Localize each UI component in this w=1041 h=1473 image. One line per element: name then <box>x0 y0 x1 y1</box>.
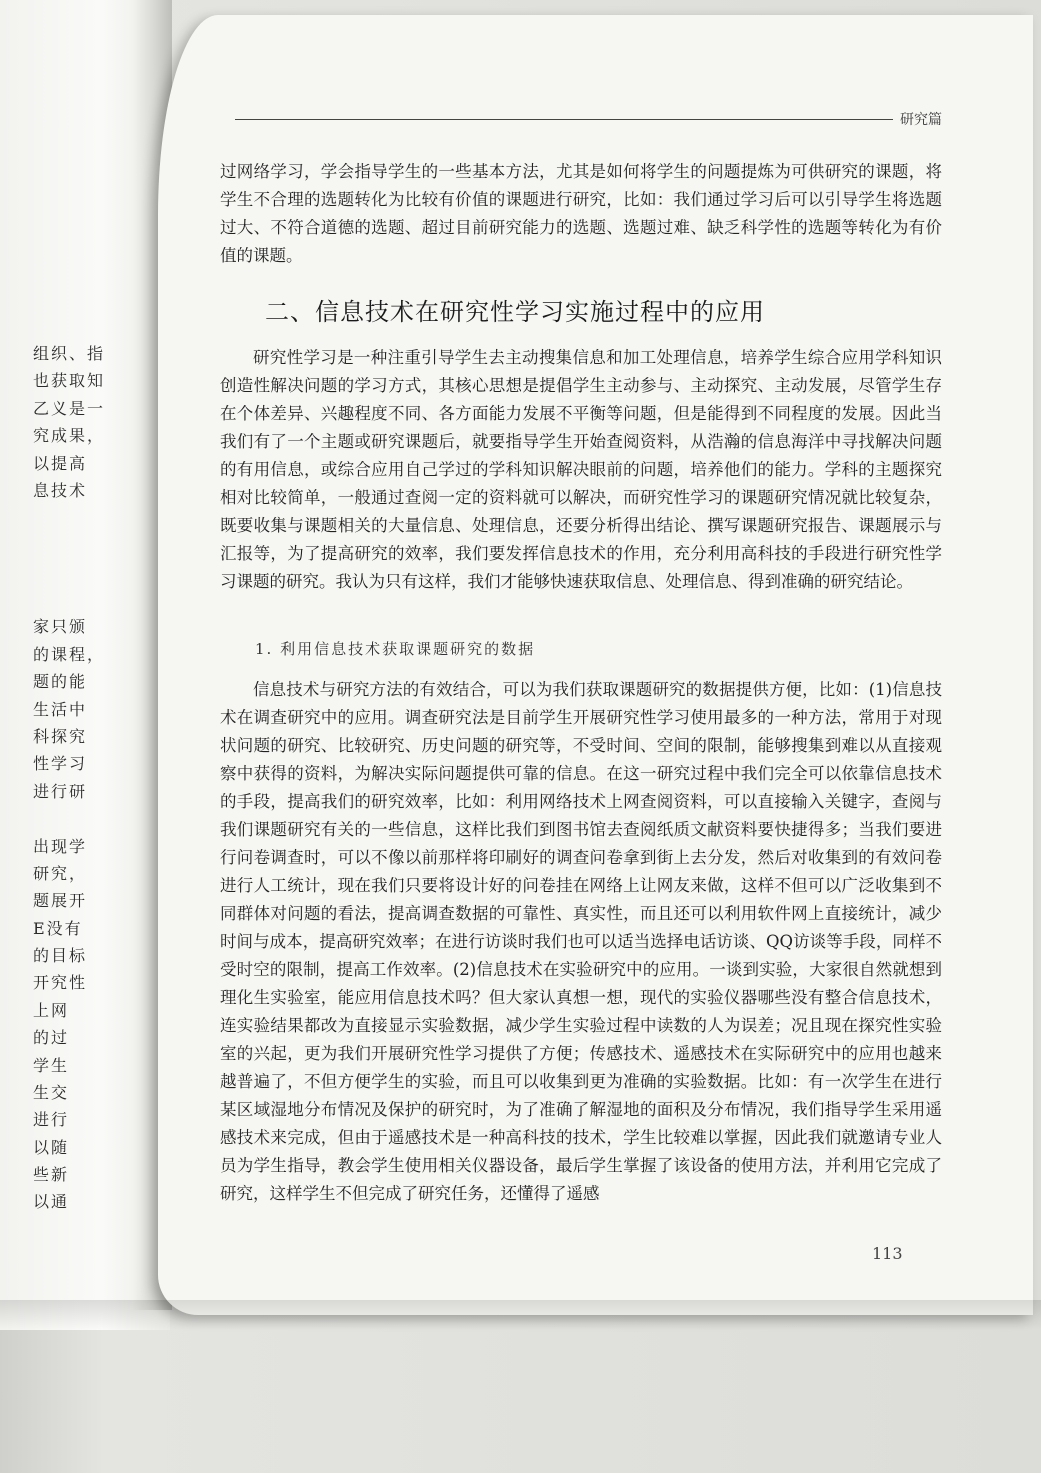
left-page-line: 研究， <box>33 864 88 883</box>
body-paragraph: 研究性学习是一种注重引导学生去主动搜集信息和加工处理信息，培养学生综合应用学科知识创造性解决问题的学习方式，其核心思想是提倡学生主动参与、主动探究、主动发展，尽管学生存在个体差异、兴趣程度不同、各方面能力发展不平衡等问题，但是能得到不同程度的发展。因此当我们有了一个主题或研究课题后，就要指导学生开始查阅资料，从浩瀚的信息海洋中寻找解决问题的有用信息，或综合应用自己学过的学科知识解决眼前的问题，培养他们的能力。学科的主题探究相对比较简单，一般通过查阅一定的资料就可以解决，而研究性学习的课题研究情况就比较复杂，既要收集与课题相关的大量信息、处理信息，还要分析得出结论、撰写课题研究报告、课题展示与汇报等，为了提高研究的效率，我们要发挥信息技术的作用，充分利用高科技的手段进行研究性学习课题的研究。我认为只有这样，我们才能够快速获取信息、处理信息、得到准确的研究结论。 <box>220 348 942 591</box>
left-page-line: 进行 <box>33 1110 70 1129</box>
left-page-line: 也获取知 <box>33 371 106 390</box>
left-page-line: 出现学 <box>33 837 88 856</box>
page-bottom-shadow <box>0 1300 1041 1330</box>
left-page-line: 的过 <box>33 1028 70 1047</box>
left-page-line: 题展开 <box>33 891 88 910</box>
body-paragraph: 信息技术与研究方法的有效结合，可以为我们获取课题研究的数据提供方便，比如：(1)信息技术在调查研究中的应用。调查研究法是目前学生开展研究性学习使用最多的一种方法，常用于对现状问题的研究、比较研究、历史问题的研究等，不受时间、空间的限制，能够搜集到难以从直接观察中获得的资料，为解决实际问题提供可靠的信息。在这一研究过程中我们完全可以依靠信息技术的手段，提高我们的研究效率，比如：利用网络技术上网查阅资料，可以直接输入关键字，查阅与我们课题研究有关的一些信息，这样比我们到图书馆去查阅纸质文献资料要快捷得多；当我们要进行问卷调查时，可以不像以前那样将印刷好的调查问卷拿到街上去分发，然后对收集到的有效问卷进行人工统计，现在我们只要将设计好的问卷挂在网络上让网友来做，这样不但可以广泛收集到不同群体对问题的看法，提高调查数据的可靠性、真实性，而且还可以利用软件网上直接统计，减少时间与成本，提高研究效率；在进行访谈时我们也可以适当选择电话访谈、QQ访谈等手段，同样不受时空的限制，提高工作效率。(2)信息技术在实验研究中的应用。一谈到实验，大家很自然就想到理化生实验室，能应用信息技术吗？但大家认真想一想，现代的实验仪器哪些没有整合信息技术，连实验结果都改为直接显示实验数据，减少学生实验过程中读数的人为误差；况且现在探究性实验室的兴起，更为我们开展研究性学习提供了方便；传感技术、遥感技术在实际研究中的应用也越来越普遍了，不但方便学生的实验，而且可以收集到更为准确的实验数据。比如：有一次学生在进行某区域湿地分布情况及保护的研究时，为了准确了解湿地的面积及分布情况，我们指导学生采用遥感技术来完成，但由于遥感技术是一种高科技的技术，学生比较难以掌握，因此我们就邀请专业人员为学生指导，教会学生使用相关仪器设备，最后学生掌握了该设备的使用方法，并利用它完成了研究，这样学生不但完成了研究任务，还懂得了遥感 <box>220 680 942 1203</box>
intro-paragraph: 过网络学习，学会指导学生的一些基本方法，尤其是如何将学生的问题提炼为可供研究的课题，将学生不合理的选题转化为比较有价值的课题进行研究，比如：我们通过学习后可以引导学生将选题过大、不符合道德的选题、超过目前研究能力的选题、选题过难、缺乏科学性的选题等转化为有价值的课题。 <box>220 162 942 265</box>
running-head: 研究篇 <box>900 112 942 128</box>
left-page-line: 的课程， <box>33 645 106 664</box>
left-page-line: 开究性 <box>33 973 88 992</box>
left-page-line: 家只颁 <box>33 617 88 636</box>
paragraph-2-block <box>220 676 942 1208</box>
left-page-line: 息技术 <box>33 481 88 500</box>
paragraph-1-block <box>220 344 942 596</box>
section-title: 二、信息技术在研究性学习实施过程中的应用 <box>265 298 765 326</box>
subheading: 1. 利用信息技术获取课题研究的数据 <box>255 640 536 658</box>
left-page-line: 组织、指 <box>33 344 106 363</box>
left-page-line: 些新 <box>33 1165 70 1184</box>
left-page-line: 生活中 <box>33 700 88 719</box>
page-number: 113 <box>872 1244 903 1263</box>
header-rule <box>235 119 893 120</box>
left-page-line: 以通 <box>33 1192 70 1211</box>
left-page-line: 乙义是一 <box>33 399 106 418</box>
left-page-line: E没有 <box>33 919 83 938</box>
left-page-line: 究成果， <box>33 426 106 445</box>
left-page-line: 以随 <box>33 1138 70 1157</box>
left-page-line: 性学习 <box>33 754 88 773</box>
left-page-line: 题的能 <box>33 672 88 691</box>
left-page-line: 进行研 <box>33 782 88 801</box>
left-page-line: 上网 <box>33 1001 70 1020</box>
left-page-line: 生交 <box>33 1083 70 1102</box>
left-page-line: 的目标 <box>33 946 88 965</box>
intro-paragraph-block <box>220 158 942 270</box>
left-page-line: 科探究 <box>33 727 88 746</box>
left-page-line: 以提高 <box>33 454 88 473</box>
left-page-line: 学生 <box>33 1056 70 1075</box>
